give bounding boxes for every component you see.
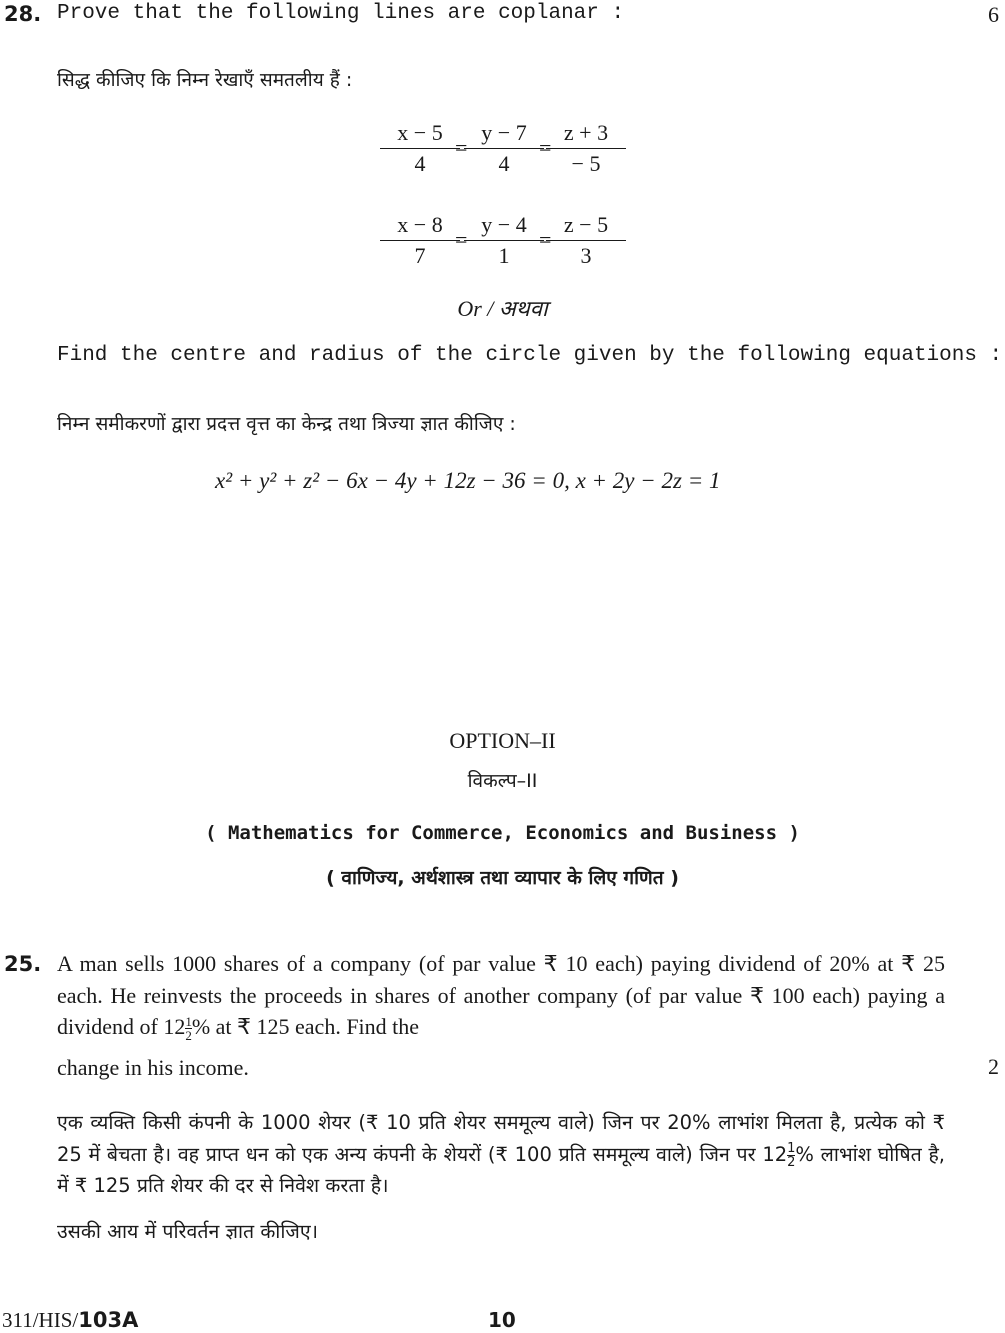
q25-marks: 2 bbox=[988, 1054, 999, 1079]
q28-alternative-hindi: निम्न समीकरणों द्वारा प्रदत्त वृत्त का केन्द्र तथा त्रिज्या ज्ञात कीजिए : bbox=[57, 413, 516, 435]
q25-text-english bbox=[57, 948, 945, 1043]
q25-hindi-part: एक व्यक्ति किसी कंपनी के 1000 शेयर (₹ 10 प्रति शेयर सममूल्य वाले) जिन पर 20% लाभांश मिलता है, प्रत्येक को ₹ 25 में बेचता है। वह प्राप्त धन को एक अन्य कंपनी के शेयरों (₹ 100 प्रति सममूल्य वाले) जिन पर 12 bbox=[57, 1111, 945, 1166]
q28-alternative-english: Find the centre and radius of the circle given by the following equations : bbox=[57, 344, 1003, 367]
paper-code bbox=[2, 1308, 138, 1333]
line1-z-numerator: z + 3 bbox=[546, 118, 626, 149]
q25-hindi-part: % लाभांश घोषित है, में ₹ 125 प्रति शेयर की दर से निवेश करता है। bbox=[57, 1142, 945, 1197]
fraction-numerator: 1 bbox=[787, 1140, 796, 1156]
equals-sign: = bbox=[539, 135, 552, 160]
fraction-denominator: 2 bbox=[787, 1154, 796, 1170]
q25-text-hindi-last: उसकी आय में परिवर्तन ज्ञात कीजिए। bbox=[57, 1220, 319, 1243]
equals-sign: = bbox=[455, 227, 468, 252]
or-separator: Or / अथवा bbox=[457, 296, 548, 321]
fraction-numerator: 1 bbox=[185, 1014, 192, 1030]
option-subject-english: ( Mathematics for Commerce, Economics and Business ) bbox=[205, 822, 800, 844]
line2-x-denominator: 7 bbox=[414, 243, 426, 268]
line2-x-numerator: x − 8 bbox=[380, 210, 460, 241]
line1-y-denominator: 4 bbox=[498, 151, 510, 176]
line2-fraction-z bbox=[546, 210, 626, 271]
line2-z-denominator: 3 bbox=[580, 243, 592, 268]
q28-marks: 6 bbox=[988, 2, 999, 27]
line2-fraction-y bbox=[464, 210, 544, 271]
line2-y-denominator: 1 bbox=[498, 243, 510, 268]
line1-fraction-y bbox=[464, 118, 544, 179]
equals-sign: = bbox=[539, 227, 552, 252]
paper-code-prefix: 311/HIS/ bbox=[2, 1308, 79, 1332]
line1-y-numerator: y − 7 bbox=[464, 118, 544, 149]
line1-fraction-z bbox=[546, 118, 626, 179]
question-number-25: 25. bbox=[4, 952, 42, 976]
line1-fraction-x bbox=[380, 118, 460, 179]
option-subject-hindi: ( वाणिज्य, अर्थशास्त्र तथा व्यापार के लिए गणित ) bbox=[326, 867, 679, 889]
q28-prompt-english: Prove that the following lines are coplanar : bbox=[57, 2, 625, 25]
q25-text-part: A man sells 1000 shares of a company (of par value ₹ 10 each) paying dividend of 20% at ₹ 25 each. He reinvests the proceeds in shares of another company (of par value ₹ 100 each) paying a dividend of 12 bbox=[57, 951, 945, 1039]
q25-text-part: % at ₹ 125 each. Find the bbox=[191, 1014, 420, 1039]
q25-text-hindi bbox=[57, 1107, 945, 1202]
q25-text-english-last: change in his income. bbox=[57, 1055, 249, 1080]
question-number-28: 28. bbox=[4, 2, 42, 26]
equals-sign: = bbox=[455, 135, 468, 160]
circle-equation: x² + y² + z² − 6x − 4y + 12z − 36 = 0, x + 2y − 2z = 1 bbox=[215, 468, 721, 493]
fraction-denominator: 2 bbox=[185, 1028, 192, 1044]
line2-y-numerator: y − 4 bbox=[464, 210, 544, 241]
line2-fraction-x bbox=[380, 210, 460, 271]
page-number: 10 bbox=[488, 1308, 516, 1332]
line1-x-numerator: x − 5 bbox=[380, 118, 460, 149]
line1-z-denominator: − 5 bbox=[571, 151, 601, 176]
option-title-hindi: विकल्प–II bbox=[467, 770, 538, 792]
line1-x-denominator: 4 bbox=[414, 151, 426, 176]
line2-z-numerator: z − 5 bbox=[546, 210, 626, 241]
paper-code-suffix: 103A bbox=[78, 1308, 139, 1332]
option-title: OPTION–II bbox=[449, 728, 556, 753]
q28-prompt-hindi: सिद्ध कीजिए कि निम्न रेखाएँ समतलीय हैं : bbox=[57, 69, 353, 91]
